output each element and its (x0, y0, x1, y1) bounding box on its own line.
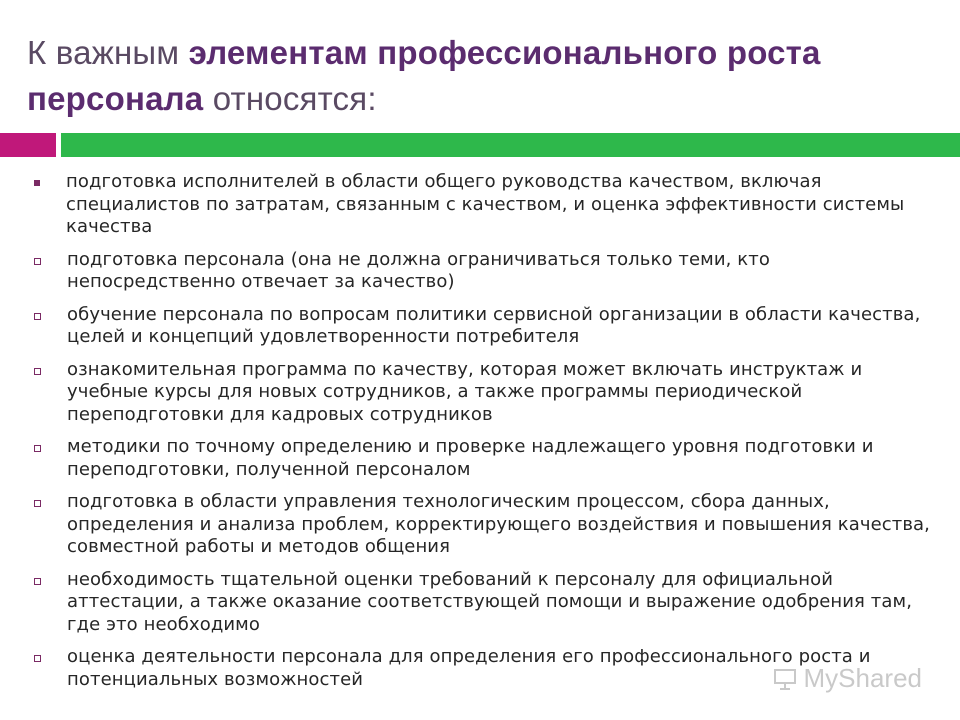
title-part-3: персонала (27, 80, 204, 117)
square-bullet-icon (34, 445, 41, 452)
bullet-list (34, 171, 934, 701)
bullet-text: подготовка исполнителей в области общего руководства качеством, включая специалистов по затратам, связанным с качеством, и оценка эффективности системы качества (66, 171, 905, 237)
title-part-2: элементам профессионального роста (188, 34, 821, 71)
watermark (772, 663, 923, 694)
title-part-1: К важным (27, 34, 189, 71)
bullet-text: методики по точному определению и проверке надлежащего уровня подготовки и переподготовки, полученной персоналом (67, 436, 874, 480)
bullet-text: обучение персонала по вопросам политики сервисной организации в области качества, целей и концепций удовлетворенности потребителя (67, 303, 921, 347)
square-bullet-icon (34, 578, 41, 585)
list-item (34, 491, 934, 559)
list-item (34, 569, 934, 637)
list-item (34, 249, 934, 294)
presentation-logo-icon (772, 666, 798, 692)
accent-bar-magenta (0, 133, 56, 157)
square-bullet-icon (34, 313, 41, 320)
slide-title (27, 30, 927, 122)
bullet-text: необходимость тщательной оценки требований к персоналу для официальной аттестации, а также оказание соответствующей помощи и выражение одобрения там, где это необходимо (67, 568, 913, 635)
list-item (34, 171, 934, 239)
bullet-text: ознакомительная программа по качеству, которая может включать инструктаж и учебные курсы для новых сотрудников, а также программы периодической переподготовки для кадровых сотрудников (67, 358, 863, 425)
bullet-text: подготовка в области управления технологическим процессом, сбора данных, определения и анализа проблем, корректирующего воздействия и повышения качества, совместной работы и методов общения (67, 491, 930, 557)
watermark-text: MyShared (803, 663, 922, 693)
square-bullet-icon (34, 368, 41, 375)
list-item (34, 436, 934, 481)
bullet-text: оценка деятельности персонала для определения его профессионального роста и потенциальных возможностей (67, 646, 871, 690)
list-item (34, 304, 934, 349)
square-bullet-icon (34, 655, 41, 662)
title-part-4: относятся: (203, 80, 377, 117)
square-bullet-icon (34, 258, 41, 265)
accent-bar-green (61, 133, 960, 157)
square-bullet-icon (34, 180, 40, 186)
bullet-text: подготовка персонала (она не должна ограничиваться только теми, кто непосредственно отвечает за качество) (67, 248, 770, 292)
list-item (34, 359, 934, 427)
square-bullet-icon (34, 500, 41, 507)
